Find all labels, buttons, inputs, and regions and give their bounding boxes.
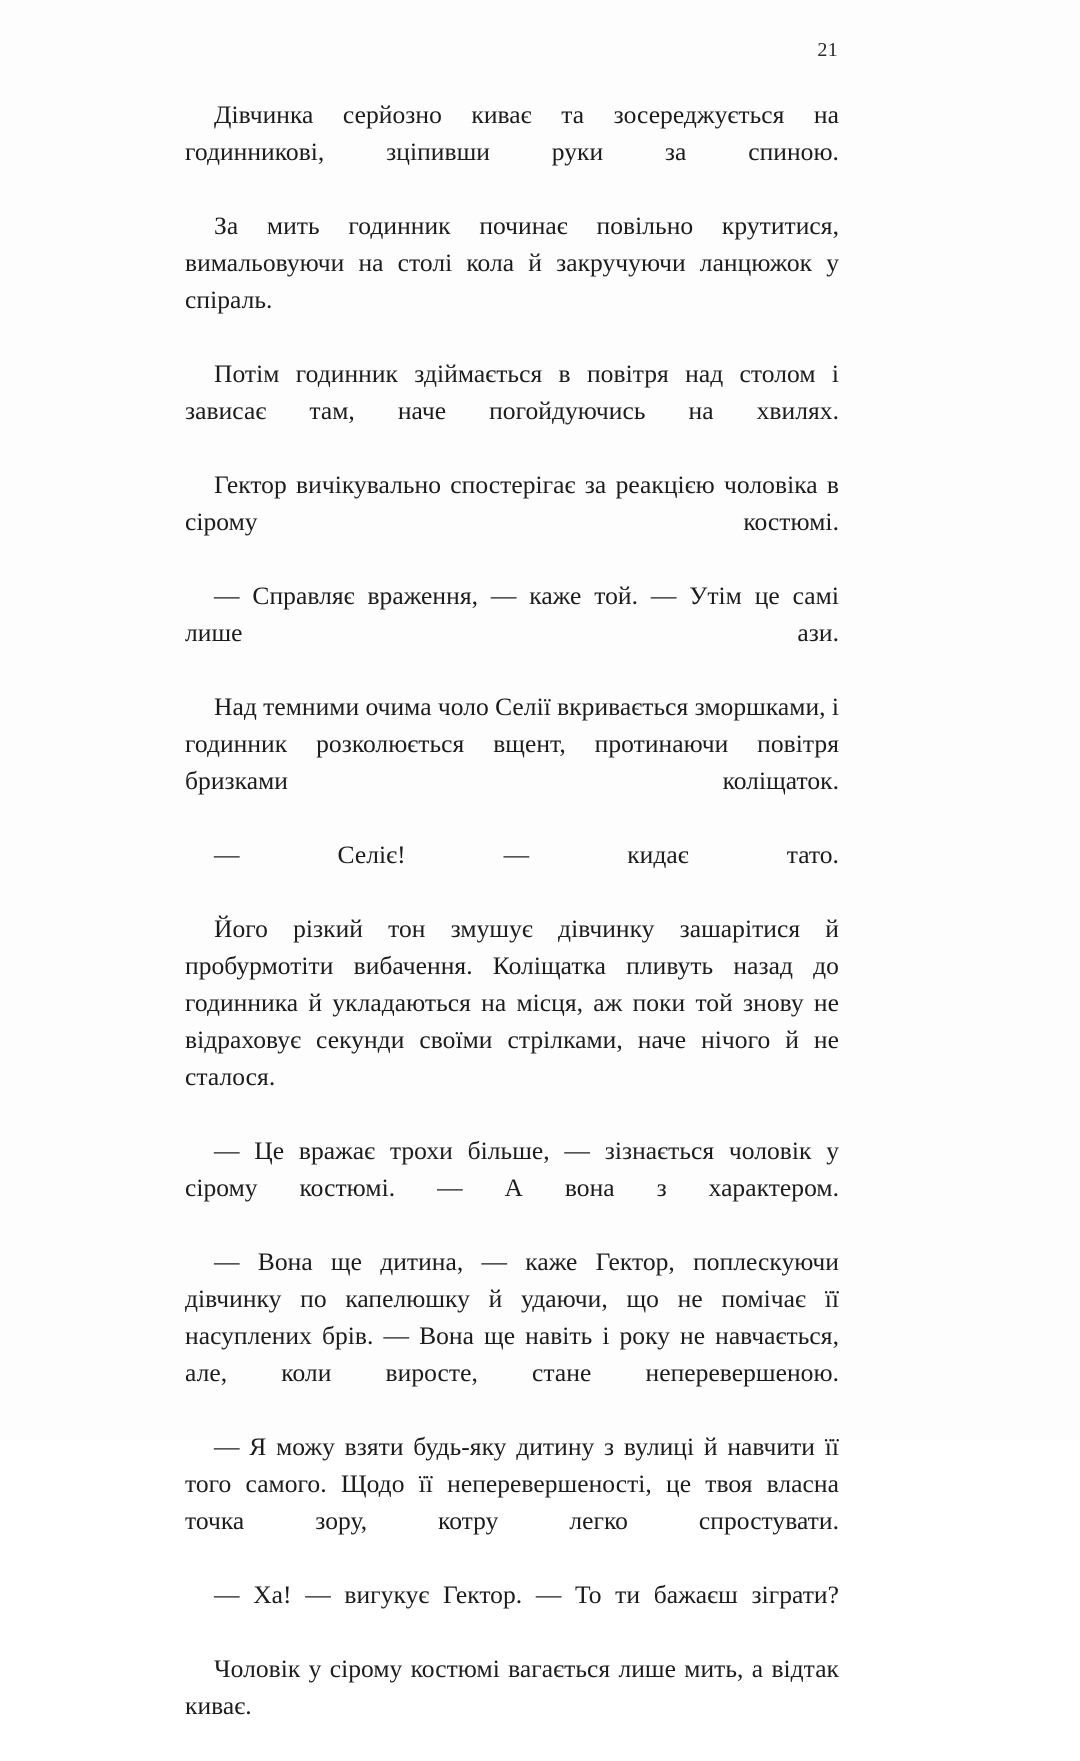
- paragraph: Гектор вичікувально спостерігає за реакцією чоловіка в сірому костюмі.: [185, 470, 839, 536]
- dialogue-paragraph: — Селіє! — кидає тато.: [214, 840, 839, 869]
- dialogue-paragraph: — Вона ще дитина, — каже Гектор, поплескуючи дівчинку по капелюшку й удаючи, що не помічає її насуплених брів. — Вона ще навіть і року не навчається, але, коли виросте, стане неперевершеною.: [185, 1247, 839, 1387]
- paragraph: Потім годинник здіймається в повітря над столом і зависає там, наче погойдуючись на хвилях.: [185, 359, 839, 425]
- dialogue-paragraph: — Ха! — вигукує Гектор. — То ти бажаєш зіграти?: [214, 1580, 839, 1609]
- body-text-block: [185, 96, 839, 1761]
- dialogue-paragraph: — Я можу взяти будь-яку дитину з вулиці й навчити її того самого. Щодо її неперевершеності, це твоя власна точка зору, котру легко спростувати.: [185, 1432, 839, 1535]
- dialogue-paragraph: — Справляє враження, — каже той. — Утім це самі лише ази.: [185, 581, 839, 647]
- paragraph: Його різкий тон змушує дівчинку зашарітися й пробурмотіти вибачення. Коліщатка пливуть назад до годинника й укладаються на місця, аж поки той знову не відраховує секунди своїми стрілками, наче нічого й не сталося.: [185, 914, 839, 1091]
- page-number: 21: [817, 39, 838, 61]
- paragraph: Чоловік у сірому костюмі вагається лише мить, а відтак киває.: [185, 1654, 839, 1720]
- paragraph: За мить годинник починає повільно крутитися, вимальовуючи на столі кола й закручуючи ланцюжок у спіраль.: [185, 211, 839, 314]
- paragraph: Дівчинка серйозно киває та зосереджується на годинникові, зціпивши руки за спиною.: [185, 100, 839, 166]
- dialogue-paragraph: — Це вражає трохи більше, — зізнається чоловік у сірому костюмі. — А вона з характером.: [185, 1136, 839, 1202]
- paragraph: Над темними очима чоло Селії вкривається зморшками, і годинник розколюється вщент, протинаючи повітря бризками коліщаток.: [185, 692, 839, 795]
